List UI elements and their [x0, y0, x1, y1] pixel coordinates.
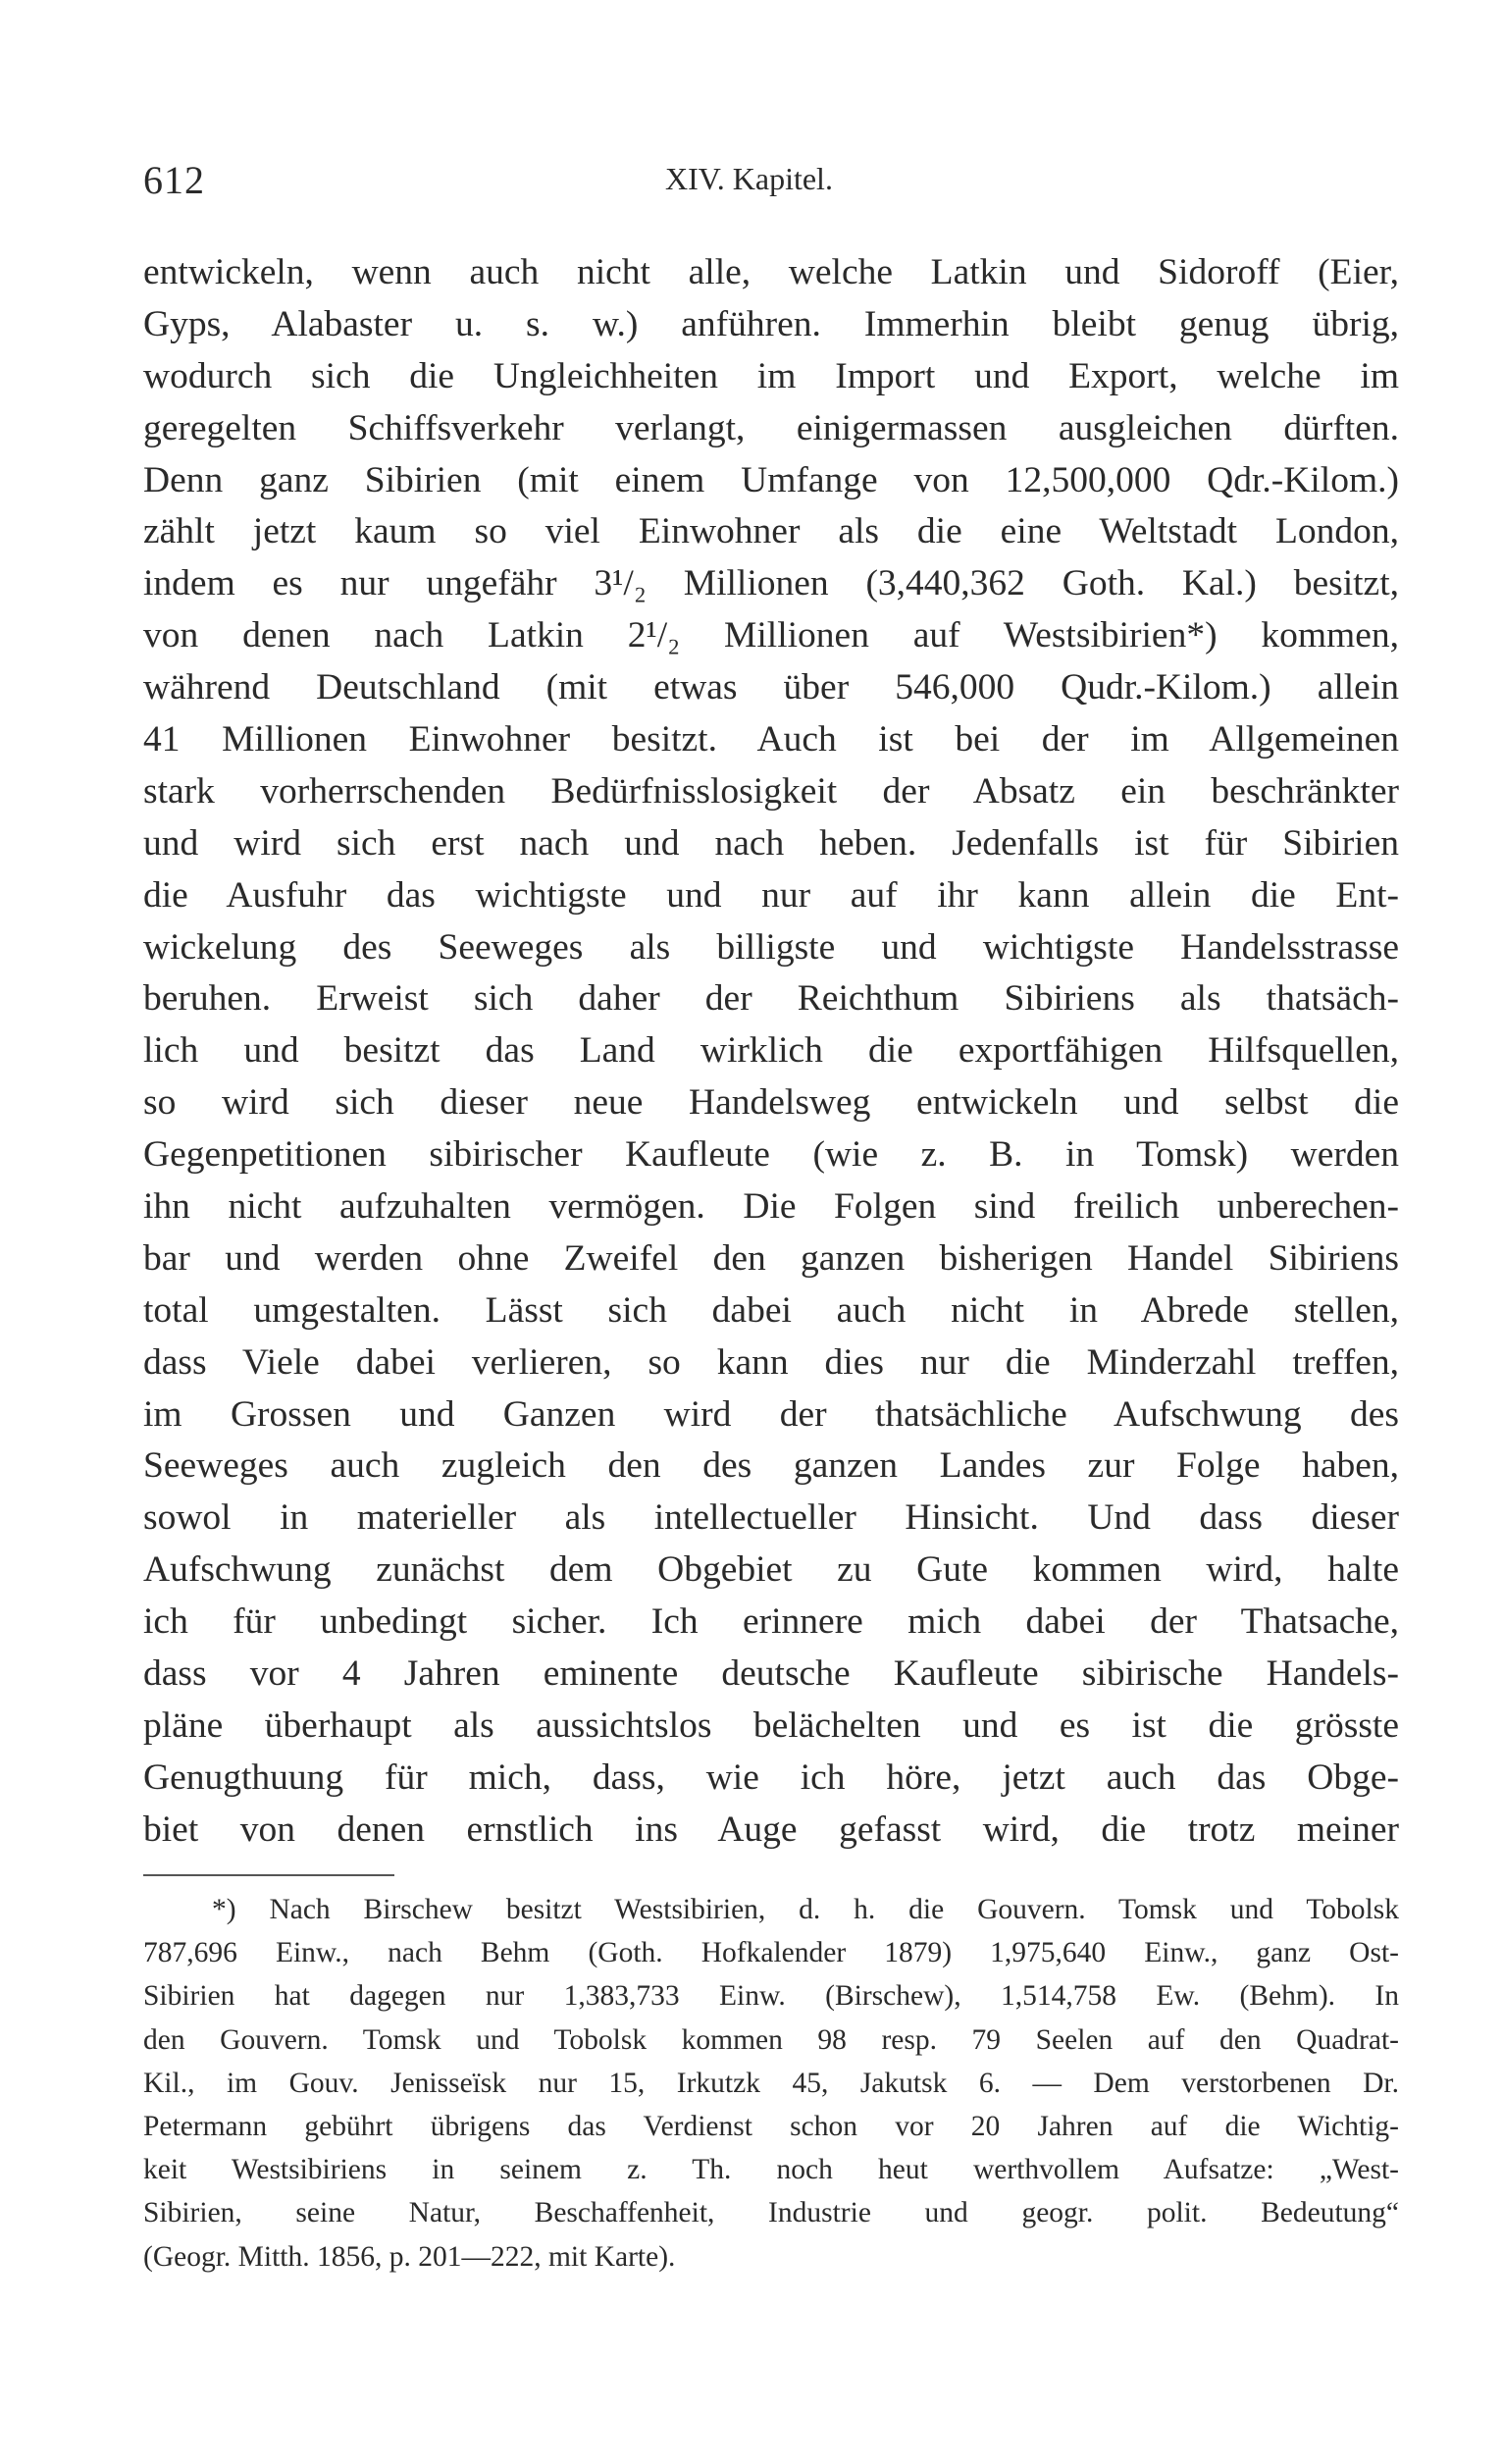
body-line: pläne überhaupt als aussichtslos belächelten und es ist die grösste — [143, 1704, 1399, 1746]
body-line: während Deutschland (mit etwas über 546,000 Qudr.-Kilom.) allein — [143, 667, 1399, 708]
body-line: ich für unbedingt sicher. Ich erinnere mich dabei der Thatsache, — [143, 1601, 1399, 1643]
body-line: und wird sich erst nach und nach heben. Jedenfalls ist für Sibirien — [143, 822, 1399, 864]
body-line: Gyps, Alabaster u. s. w.) anführen. Immerhin bleibt genug übrig, — [143, 303, 1399, 344]
body-line: dass vor 4 Jahren eminente deutsche Kaufleute sibirische Handels- — [143, 1653, 1399, 1695]
footnote-line: 787,696 Einw., nach Behm (Goth. Hofkalender 1879) 1,975,640 Einw., ganz Ost- — [143, 1937, 1399, 1969]
body-line: die Ausfuhr das wichtigste und nur auf ihr kann allein die Ent- — [143, 874, 1399, 916]
body-line: Gegenpetitionen sibirischer Kaufleute (wie z. B. in Tomsk) werden — [143, 1134, 1399, 1176]
body-line: wickelung des Seeweges als billigste und wichtigste Handelsstrasse — [143, 926, 1399, 968]
footnote-line: Petermann gebührt übrigens das Verdienst schon vor 20 Jahren auf die Wichtig- — [143, 2110, 1399, 2142]
footnote-line: (Geogr. Mitth. 1856, p. 201—222, mit Karte). — [143, 2240, 676, 2273]
body-line: von denen nach Latkin 2¹/₂ Millionen auf Westsibirien*) kommen, — [143, 615, 1399, 656]
body-line: dass Viele dabei verlieren, so kann dies nur die Minderzahl treffen, — [143, 1341, 1399, 1383]
body-line: 41 Millionen Einwohner besitzt. Auch ist bei der im Allgemeinen — [143, 719, 1399, 760]
body-line: biet von denen ernstlich ins Auge gefasst wird, die trotz meiner — [143, 1809, 1399, 1850]
footnote-line: Sibirien, seine Natur, Beschaffenheit, Industrie und geogr. polit. Bedeutung“ — [143, 2197, 1399, 2229]
body-line: indem es nur ungefähr 3¹/₂ Millionen (3,440,362 Goth. Kal.) besitzt, — [143, 563, 1399, 604]
body-line: geregelten Schiffsverkehr verlangt, einigermassen ausgleichen dürften. — [143, 407, 1399, 448]
body-line: Denn ganz Sibirien (mit einem Umfange von 12,500,000 Qdr.-Kilom.) — [143, 459, 1399, 500]
body-line: sowol in materieller als intellectueller Hinsicht. Und dass dieser — [143, 1497, 1399, 1539]
footnote-line: *) Nach Birschew besitzt Westsibirien, d. h. die Gouvern. Tomsk und Tobolsk — [212, 1894, 1399, 1925]
footnote-line: den Gouvern. Tomsk und Tobolsk kommen 98 resp. 79 Seelen auf den Quadrat- — [143, 2023, 1399, 2056]
page-number: 612 — [143, 158, 205, 202]
body-line: bar und werden ohne Zweifel den ganzen bisherigen Handel Sibiriens — [143, 1237, 1399, 1279]
footnote-line: keit Westsibiriens in seinem z. Th. noch heut werthvollem Aufsatze: „West- — [143, 2154, 1399, 2186]
body-line: total umgestalten. Lässt sich dabei auch nicht in Abrede stellen, — [143, 1289, 1399, 1331]
body-line: stark vorherrschenden Bedürfnisslosigkeit der Absatz ein beschränkter — [143, 770, 1399, 812]
body-line: Aufschwung zunächst dem Obgebiet zu Gute kommen wird, halte — [143, 1549, 1399, 1591]
footnote — [143, 1888, 1399, 2279]
body-line: entwickeln, wenn auch nicht alle, welche Latkin und Sidoroff (Eier, — [143, 252, 1399, 292]
body-line: beruhen. Erweist sich daher der Reichthum Sibiriens als thatsäch- — [143, 978, 1399, 1020]
footnote-line: Kil., im Gouv. Jenisseïsk nur 15, Irkutzk 45, Jakutsk 6. — Dem verstorbenen Dr. — [143, 2067, 1399, 2099]
body-text — [143, 247, 1399, 1857]
footnote-rule — [143, 1874, 394, 1876]
body-line: lich und besitzt das Land wirklich die exportfähigen Hilfsquellen, — [143, 1030, 1399, 1072]
body-line: Seeweges auch zugleich den des ganzen Landes zur Folge haben, — [143, 1445, 1399, 1487]
body-line: zählt jetzt kaum so viel Einwohner als die eine Weltstadt London, — [143, 511, 1399, 552]
running-head: XIV. Kapitel. — [665, 161, 833, 196]
body-line: wodurch sich die Ungleichheiten im Import und Export, welche im — [143, 355, 1399, 396]
body-line: Genugthuung für mich, dass, wie ich höre, jetzt auch das Obge- — [143, 1756, 1399, 1798]
page-header — [143, 157, 1399, 216]
footnote-line: Sibirien hat dagegen nur 1,383,733 Einw. (Birschew), 1,514,758 Ew. (Behm). In — [143, 1980, 1399, 2013]
body-line: so wird sich dieser neue Handelsweg entwickeln und selbst die — [143, 1082, 1399, 1124]
body-line: im Grossen und Ganzen wird der thatsächliche Aufschwung des — [143, 1393, 1399, 1435]
body-line: ihn nicht aufzuhalten vermögen. Die Folgen sind freilich unberechen- — [143, 1186, 1399, 1228]
